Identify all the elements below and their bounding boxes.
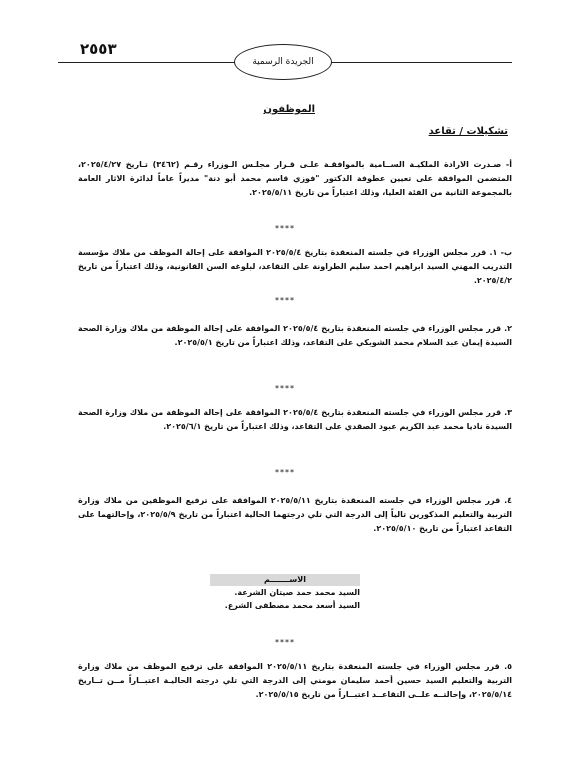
names-table-row: السيد أسعد محمد مصطفى الشرع. (224, 601, 360, 610)
gazette-name-oval: الجريدة الرسمية (234, 44, 332, 80)
paragraph-b1: ب- ١. قرر مجلس الوزراء في جلسته المنعقدة بتاريخ ٢٠٢٥/٥/٤ الموافقة على إحالة الموظف من ملاك مؤسسة التدريب المهني السيد ابراهيم احمد سليم الطراونة على التقاعد، لبلوغه السن القانونية، وذلك اعتباراً من تاريخ ٢٠٢٥/٤/٢. (78, 248, 512, 285)
separator-stars: **** (275, 384, 295, 393)
page-number: ٢٥٥٣ (80, 40, 117, 58)
paragraph-b3: ٣. قرر مجلس الوزراء في جلسته المنعقدة بتاريخ ٢٠٢٥/٥/٤ الموافقة على إحالة الموظفة من ملاك وزارة الصحة السيدة ناديا محمد عبد الكريم عبود الصقدي على التقاعد، وذلك اعتباراً من تاريخ ٢٠٢٥/٦/١. (78, 408, 512, 431)
paragraph-a: أ- صـدرت الارادة الملكيـة الســامية بالموافقـة علـى قـرار مجلـس الـوزراء رقـم (٣٤٦٢) تـاريخ ٢٠٢٥/٤/٢٧، المتضمن الموافقة على تعيين عطوفة الدكتور "فوزي قاسم محمد أبو دنة" مديراً عاماً لدائرة الاثار العامة بالمجموعة الثانية من الفئة العليا، وذلك اعتباراً من تاريخ ٢٠٢٥/٥/١١. (78, 160, 512, 197)
paragraph-b2: ٢. قرر مجلس الوزراء في جلسته المنعقدة بتاريخ ٢٠٢٥/٥/٤ الموافقة على إحالة الموظفة من ملاك وزارة الصحة السيدة إيمان عبد السلام محمد الشوبكي على التقاعد، وذلك اعتباراً من تاريخ ٢٠٢٥/٥/١. (78, 324, 512, 347)
names-table-header: الاســـــــم (210, 574, 360, 586)
paragraph-b4: ٤. قرر مجلس الوزراء في جلسته المنعقدة بتاريخ ٢٠٢٥/٥/١١ الموافقة على ترفيع الموظفين من ملاك وزارة التربية والتعليم المذكورين تالياً إلى الدرجة التي تلي درجتهما الحالية اعتباراً من تاريخ ٢٠٢٥/٥/٩، وإحالتهما على التقاعد اعتباراً من تاريخ ٢٠٢٥/٥/١٠. (78, 496, 512, 533)
separator-stars: **** (275, 296, 295, 305)
separator-stars: **** (275, 638, 295, 647)
names-table (210, 574, 360, 612)
paragraph-b5: ٥. قرر مجلس الوزراء في جلسته المنعقدة بتاريخ ٢٠٢٥/٥/١١ الموافقة على ترفيع الموظف من ملاك وزارة التربية والتعليم السيد حسين أحمد سليمان مومني إلى الدرجة التي تلي درجته الحاليـة اعتبــاراً مــن تــاريخ ٢٠٢٥/٥/١٤، وإحالتــه علــى التقاعــد اعتبــاراً من تاريخ ٢٠٢٥/٥/١٥. (78, 662, 513, 699)
separator-stars: **** (275, 468, 295, 477)
section-subtitle: تشكيلات / تقاعد (428, 126, 508, 137)
section-title: الموظفون (263, 104, 315, 115)
names-table-row: السيد محمد حمد صيتان الشرعة. (234, 588, 360, 597)
separator-stars: **** (275, 224, 295, 233)
